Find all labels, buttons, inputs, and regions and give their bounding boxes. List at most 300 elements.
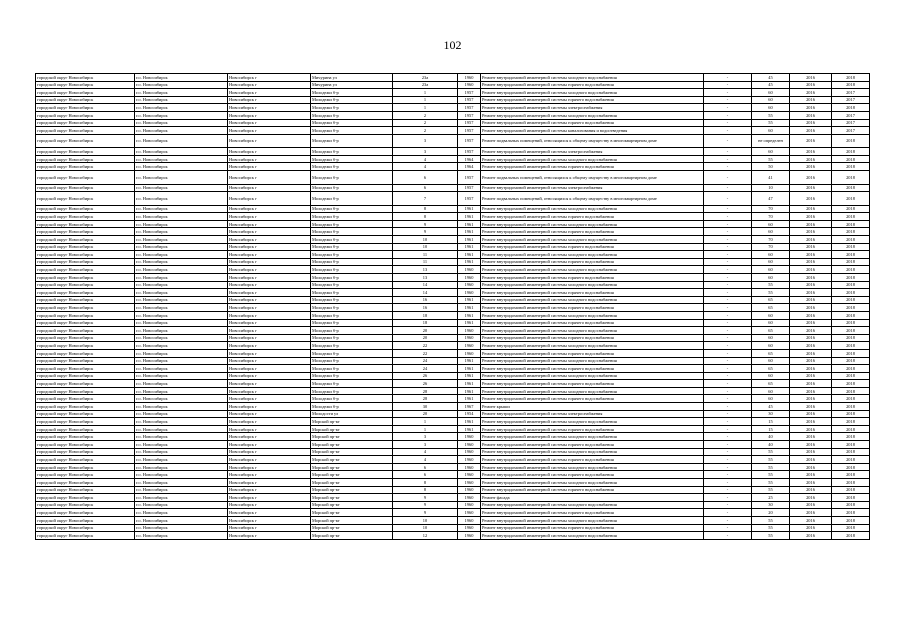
term-cell: 10 [752, 184, 790, 192]
plan-end-year-cell: 2017 [832, 111, 870, 119]
term-cell: 70 [752, 213, 790, 221]
municipality-cell: городской округ Новосибирск [36, 213, 135, 221]
district-cell: г.о. Новосибирск [135, 448, 228, 456]
build-year-cell: 1960 [458, 479, 481, 487]
street-cell: Молодежи б-р [311, 171, 393, 185]
table-row [36, 486, 870, 494]
table-row [36, 342, 870, 350]
repair-schedule-table [35, 73, 870, 540]
build-year-cell: 1960 [458, 471, 481, 479]
municipality-cell: городской округ Новосибирск [36, 387, 135, 395]
plan-start-year-cell: 2016 [790, 524, 832, 532]
plan-start-year-cell: 2016 [790, 243, 832, 251]
work-type-cell: Ремонт внутридомовой инженерной системы холодного водоснабжения [481, 74, 704, 82]
table-row [36, 479, 870, 487]
settlement-cell: Новосибирск г [228, 258, 311, 266]
build-year-cell: 1960 [458, 448, 481, 456]
work-type-cell: Ремонт внутридомовой инженерной системы горячего водоснабжения [481, 163, 704, 171]
work-type-cell: Ремонт внутридомовой инженерной системы холодного водоснабжения [481, 357, 704, 365]
street-cell: Молодежи б-р [311, 365, 393, 373]
build-year-cell: 1957 [458, 148, 481, 156]
table-row [36, 111, 870, 119]
work-type-cell: Ремонт внутридомовой инженерной системы холодного водоснабжения [481, 327, 704, 335]
plan-end-year-cell: 2018 [832, 380, 870, 388]
term-cell: 70 [752, 243, 790, 251]
term-cell: 70 [752, 236, 790, 244]
street-cell: Морской пр-кт [311, 425, 393, 433]
plan-start-year-cell: 2016 [790, 213, 832, 221]
build-year-cell: 1964 [458, 155, 481, 163]
settlement-cell: Новосибирск г [228, 184, 311, 192]
settlement-cell: Новосибирск г [228, 501, 311, 509]
work-type-cell: Ремонт внутридомовой инженерной системы холодного водоснабжения [481, 111, 704, 119]
plan-end-year-cell: 2018 [832, 509, 870, 517]
plan-start-year-cell: 2016 [790, 163, 832, 171]
municipality-cell: городской округ Новосибирск [36, 205, 135, 213]
house-number-cell: 6 [393, 471, 458, 479]
term-cell: 60 [752, 387, 790, 395]
street-cell: Морской пр-кт [311, 501, 393, 509]
table-row [36, 380, 870, 388]
plan-end-year-cell: 2018 [832, 155, 870, 163]
dash-cell: - [704, 357, 752, 365]
street-cell: Молодежи б-р [311, 357, 393, 365]
work-type-cell: Ремонт внутридомовой инженерной системы горячего водоснабжения [481, 365, 704, 373]
work-type-cell: Ремонт подвальных помещений, относящихся к общему имуществу в многоквартирном доме [481, 192, 704, 206]
work-type-cell: Ремонт внутридомовой инженерной системы холодного водоснабжения [481, 463, 704, 471]
table-row [36, 327, 870, 335]
settlement-cell: Новосибирск г [228, 171, 311, 185]
build-year-cell: 1957 [458, 184, 481, 192]
plan-end-year-cell: 2018 [832, 171, 870, 185]
table-row [36, 372, 870, 380]
district-cell: г.о. Новосибирск [135, 273, 228, 281]
work-type-cell: Ремонт внутридомовой инженерной системы электроснабжения [481, 410, 704, 418]
plan-end-year-cell: 2018 [832, 205, 870, 213]
house-number-cell: 24 [393, 365, 458, 373]
plan-start-year-cell: 2016 [790, 372, 832, 380]
table-row [36, 395, 870, 403]
municipality-cell: городской округ Новосибирск [36, 89, 135, 97]
house-number-cell: 23а [393, 74, 458, 82]
municipality-cell: городской округ Новосибирск [36, 425, 135, 433]
build-year-cell: 1960 [458, 516, 481, 524]
plan-end-year-cell: 2018 [832, 327, 870, 335]
work-type-cell: Ремонт внутридомовой инженерной системы горячего водоснабжения [481, 258, 704, 266]
street-cell: Морской пр-кт [311, 532, 393, 540]
district-cell: г.о. Новосибирск [135, 236, 228, 244]
street-cell: Молодости ул [311, 410, 393, 418]
term-cell: 15 [752, 425, 790, 433]
dash-cell: - [704, 349, 752, 357]
house-number-cell: 8 [393, 479, 458, 487]
table-row [36, 148, 870, 156]
district-cell: г.о. Новосибирск [135, 104, 228, 112]
plan-start-year-cell: 2016 [790, 134, 832, 148]
house-number-cell: 30 [393, 403, 458, 411]
street-cell: Молодежи б-р [311, 228, 393, 236]
term-cell: 15 [752, 418, 790, 426]
term-cell: 60 [752, 372, 790, 380]
dash-cell: - [704, 243, 752, 251]
work-type-cell: Ремонт внутридомовой инженерной системы горячего водоснабжения [481, 119, 704, 127]
district-cell: г.о. Новосибирск [135, 171, 228, 185]
plan-end-year-cell: 2018 [832, 486, 870, 494]
dash-cell: - [704, 403, 752, 411]
term-cell: 55 [752, 532, 790, 540]
plan-end-year-cell: 2018 [832, 334, 870, 342]
district-cell: г.о. Новосибирск [135, 441, 228, 449]
plan-end-year-cell: 2018 [832, 213, 870, 221]
table-row [36, 311, 870, 319]
work-type-cell: Ремонт фасада [481, 494, 704, 502]
district-cell: г.о. Новосибирск [135, 403, 228, 411]
term-cell: 55 [752, 119, 790, 127]
settlement-cell: Новосибирск г [228, 456, 311, 464]
street-cell: Молодежи б-р [311, 134, 393, 148]
plan-start-year-cell: 2016 [790, 532, 832, 540]
work-type-cell: Ремонт внутридомовой инженерной системы горячего водоснабжения [481, 243, 704, 251]
municipality-cell: городской округ Новосибирск [36, 296, 135, 304]
build-year-cell: 1957 [458, 127, 481, 135]
street-cell: Морской пр-кт [311, 441, 393, 449]
district-cell: г.о. Новосибирск [135, 89, 228, 97]
municipality-cell: городской округ Новосибирск [36, 163, 135, 171]
settlement-cell: Новосибирск г [228, 319, 311, 327]
dash-cell: - [704, 532, 752, 540]
street-cell: Молодежи б-р [311, 163, 393, 171]
plan-end-year-cell: 2018 [832, 448, 870, 456]
district-cell: г.о. Новосибирск [135, 205, 228, 213]
settlement-cell: Новосибирск г [228, 119, 311, 127]
dash-cell: - [704, 433, 752, 441]
settlement-cell: Новосибирск г [228, 387, 311, 395]
municipality-cell: городской округ Новосибирск [36, 155, 135, 163]
street-cell: Молодежи б-р [311, 243, 393, 251]
table-row [36, 509, 870, 517]
district-cell: г.о. Новосибирск [135, 463, 228, 471]
work-type-cell: Ремонт внутридомовой инженерной системы холодного водоснабжения [481, 205, 704, 213]
settlement-cell: Новосибирск г [228, 532, 311, 540]
district-cell: г.о. Новосибирск [135, 192, 228, 206]
table-row [36, 441, 870, 449]
plan-start-year-cell: 2016 [790, 486, 832, 494]
work-type-cell: Ремонт внутридомовой инженерной системы холодного водоснабжения [481, 501, 704, 509]
term-cell: 55 [752, 289, 790, 297]
municipality-cell: городской округ Новосибирск [36, 311, 135, 319]
table-row [36, 334, 870, 342]
municipality-cell: городской округ Новосибирск [36, 266, 135, 274]
house-number-cell: 26 [393, 380, 458, 388]
settlement-cell: Новосибирск г [228, 228, 311, 236]
dash-cell: - [704, 251, 752, 259]
term-cell: 65 [752, 349, 790, 357]
plan-end-year-cell: 2018 [832, 228, 870, 236]
work-type-cell: Ремонт внутридомовой инженерной системы холодного водоснабжения [481, 311, 704, 319]
work-type-cell: Ремонт внутридомовой инженерной системы горячего водоснабжения [481, 304, 704, 312]
work-type-cell: Ремонт внутридомовой инженерной системы холодного водоснабжения [481, 296, 704, 304]
work-type-cell: Ремонт внутридомовой инженерной системы холодного водоснабжения [481, 266, 704, 274]
street-cell: Молодежи б-р [311, 148, 393, 156]
table-row [36, 387, 870, 395]
work-type-cell: Ремонт внутридомовой инженерной системы холодного водоснабжения [481, 281, 704, 289]
plan-start-year-cell: 2016 [790, 403, 832, 411]
work-type-cell: Ремонт внутридомовой инженерной системы горячего водоснабжения [481, 395, 704, 403]
dash-cell: - [704, 289, 752, 297]
municipality-cell: городской округ Новосибирск [36, 471, 135, 479]
plan-start-year-cell: 2016 [790, 327, 832, 335]
plan-end-year-cell: 2018 [832, 319, 870, 327]
table-row [36, 532, 870, 540]
build-year-cell: 1961 [458, 311, 481, 319]
dash-cell: - [704, 296, 752, 304]
work-type-cell: Ремонт внутридомовой инженерной системы холодного водоснабжения [481, 479, 704, 487]
district-cell: г.о. Новосибирск [135, 289, 228, 297]
build-year-cell: 1961 [458, 365, 481, 373]
plan-end-year-cell: 2018 [832, 311, 870, 319]
build-year-cell: 1957 [458, 96, 481, 104]
settlement-cell: Новосибирск г [228, 448, 311, 456]
table-row [36, 258, 870, 266]
house-number-cell: 22 [393, 349, 458, 357]
settlement-cell: Новосибирск г [228, 134, 311, 148]
plan-start-year-cell: 2016 [790, 463, 832, 471]
dash-cell: - [704, 111, 752, 119]
plan-start-year-cell: 2016 [790, 205, 832, 213]
municipality-cell: городской округ Новосибирск [36, 184, 135, 192]
district-cell: г.о. Новосибирск [135, 155, 228, 163]
settlement-cell: Новосибирск г [228, 74, 311, 82]
house-number-cell: 14 [393, 281, 458, 289]
work-type-cell: Ремонт внутридомовой инженерной системы холодного водоснабжения [481, 236, 704, 244]
municipality-cell: городской округ Новосибирск [36, 111, 135, 119]
term-cell: 60 [752, 127, 790, 135]
work-type-cell: Ремонт крыши [481, 403, 704, 411]
street-cell: Молодежи б-р [311, 403, 393, 411]
term-cell: 60 [752, 266, 790, 274]
settlement-cell: Новосибирск г [228, 372, 311, 380]
house-number-cell: 13 [393, 266, 458, 274]
build-year-cell: 1960 [458, 273, 481, 281]
street-cell: Молодежи б-р [311, 213, 393, 221]
plan-start-year-cell: 2016 [790, 155, 832, 163]
street-cell: Морской пр-кт [311, 463, 393, 471]
term-cell: 45 [752, 74, 790, 82]
build-year-cell: 1961 [458, 243, 481, 251]
house-number-cell: 23а [393, 81, 458, 89]
street-cell: Молодежи б-р [311, 89, 393, 97]
house-number-cell: 20 [393, 334, 458, 342]
dash-cell: - [704, 441, 752, 449]
district-cell: г.о. Новосибирск [135, 127, 228, 135]
plan-start-year-cell: 2016 [790, 228, 832, 236]
municipality-cell: городской округ Новосибирск [36, 448, 135, 456]
settlement-cell: Новосибирск г [228, 471, 311, 479]
municipality-cell: городской округ Новосибирск [36, 134, 135, 148]
plan-end-year-cell: 2018 [832, 74, 870, 82]
district-cell: г.о. Новосибирск [135, 516, 228, 524]
plan-start-year-cell: 2016 [790, 456, 832, 464]
street-cell: Молодежи б-р [311, 192, 393, 206]
work-type-cell: Ремонт внутридомовой инженерной системы горячего водоснабжения [481, 273, 704, 281]
street-cell: Молодежи б-р [311, 281, 393, 289]
street-cell: Морской пр-кт [311, 516, 393, 524]
plan-start-year-cell: 2016 [790, 266, 832, 274]
term-cell: 55 [752, 524, 790, 532]
plan-start-year-cell: 2016 [790, 119, 832, 127]
municipality-cell: городской округ Новосибирск [36, 220, 135, 228]
table-row [36, 463, 870, 471]
house-number-cell: 6 [393, 463, 458, 471]
municipality-cell: городской округ Новосибирск [36, 524, 135, 532]
district-cell: г.о. Новосибирск [135, 494, 228, 502]
municipality-cell: городской округ Новосибирск [36, 433, 135, 441]
settlement-cell: Новосибирск г [228, 425, 311, 433]
dash-cell: - [704, 148, 752, 156]
table-row [36, 155, 870, 163]
build-year-cell: 1961 [458, 236, 481, 244]
term-cell: 50 [752, 163, 790, 171]
work-type-cell: Ремонт внутридомовой инженерной системы холодного водоснабжения [481, 89, 704, 97]
plan-start-year-cell: 2016 [790, 220, 832, 228]
plan-end-year-cell: 2018 [832, 266, 870, 274]
municipality-cell: городской округ Новосибирск [36, 486, 135, 494]
settlement-cell: Новосибирск г [228, 403, 311, 411]
plan-start-year-cell: 2016 [790, 471, 832, 479]
plan-start-year-cell: 2016 [790, 192, 832, 206]
settlement-cell: Новосибирск г [228, 220, 311, 228]
plan-end-year-cell: 2018 [832, 372, 870, 380]
settlement-cell: Новосибирск г [228, 524, 311, 532]
district-cell: г.о. Новосибирск [135, 96, 228, 104]
house-number-cell: 8 [393, 213, 458, 221]
house-number-cell: 24 [393, 357, 458, 365]
plan-start-year-cell: 2016 [790, 395, 832, 403]
street-cell: Молодежи б-р [311, 266, 393, 274]
municipality-cell: городской округ Новосибирск [36, 456, 135, 464]
dash-cell: - [704, 89, 752, 97]
street-cell: Молодежи б-р [311, 104, 393, 112]
build-year-cell: 1960 [458, 524, 481, 532]
settlement-cell: Новосибирск г [228, 349, 311, 357]
street-cell: Молодежи б-р [311, 380, 393, 388]
street-cell: Молодежи б-р [311, 111, 393, 119]
work-type-cell: Ремонт внутридомовой инженерной системы горячего водоснабжения [481, 509, 704, 517]
dash-cell: - [704, 192, 752, 206]
plan-start-year-cell: 2016 [790, 81, 832, 89]
municipality-cell: городской округ Новосибирск [36, 463, 135, 471]
district-cell: г.о. Новосибирск [135, 74, 228, 82]
plan-start-year-cell: 2016 [790, 127, 832, 135]
table-row [36, 251, 870, 259]
street-cell: Молодежи б-р [311, 342, 393, 350]
municipality-cell: городской округ Новосибирск [36, 171, 135, 185]
term-cell: 55 [752, 479, 790, 487]
build-year-cell: 1961 [458, 380, 481, 388]
table-row [36, 213, 870, 221]
work-type-cell: Ремонт внутридомовой инженерной системы горячего водоснабжения [481, 471, 704, 479]
house-number-cell: 4 [393, 456, 458, 464]
settlement-cell: Новосибирск г [228, 155, 311, 163]
settlement-cell: Новосибирск г [228, 289, 311, 297]
house-number-cell: 22 [393, 342, 458, 350]
build-year-cell: 1960 [458, 81, 481, 89]
street-cell: Молодежи б-р [311, 96, 393, 104]
plan-start-year-cell: 2016 [790, 479, 832, 487]
work-type-cell: Ремонт внутридомовой инженерной системы горячего водоснабжения [481, 441, 704, 449]
settlement-cell: Новосибирск г [228, 479, 311, 487]
table-row [36, 403, 870, 411]
plan-start-year-cell: 2016 [790, 509, 832, 517]
plan-start-year-cell: 2016 [790, 258, 832, 266]
build-year-cell: 1957 [458, 104, 481, 112]
settlement-cell: Новосибирск г [228, 463, 311, 471]
district-cell: г.о. Новосибирск [135, 524, 228, 532]
municipality-cell: городской округ Новосибирск [36, 532, 135, 540]
table-row [36, 119, 870, 127]
settlement-cell: Новосибирск г [228, 441, 311, 449]
dash-cell: - [704, 524, 752, 532]
build-year-cell: 1961 [458, 296, 481, 304]
build-year-cell: 1960 [458, 74, 481, 82]
street-cell: Морской пр-кт [311, 433, 393, 441]
house-number-cell: 10 [393, 524, 458, 532]
district-cell: г.о. Новосибирск [135, 410, 228, 418]
dash-cell: - [704, 163, 752, 171]
settlement-cell: Новосибирск г [228, 81, 311, 89]
work-type-cell: Ремонт подвальных помещений, относящихся к общему имуществу в многоквартирном доме [481, 134, 704, 148]
dash-cell: - [704, 516, 752, 524]
house-number-cell: 9 [393, 494, 458, 502]
plan-start-year-cell: 2016 [790, 516, 832, 524]
term-cell: 41 [752, 171, 790, 185]
house-number-cell: 1 [393, 89, 458, 97]
plan-start-year-cell: 2016 [790, 251, 832, 259]
dash-cell: - [704, 486, 752, 494]
table-row [36, 163, 870, 171]
municipality-cell: городской округ Новосибирск [36, 273, 135, 281]
term-cell: 60 [752, 357, 790, 365]
house-number-cell: 1 [393, 96, 458, 104]
street-cell: Морской пр-кт [311, 494, 393, 502]
street-cell: Молодежи б-р [311, 311, 393, 319]
plan-start-year-cell: 2016 [790, 111, 832, 119]
dash-cell: - [704, 311, 752, 319]
work-type-cell: Ремонт внутридомовой инженерной системы холодного водоснабжения [481, 433, 704, 441]
street-cell: Мичурина ул [311, 74, 393, 82]
municipality-cell: городской округ Новосибирск [36, 501, 135, 509]
house-number-cell: 4 [393, 448, 458, 456]
house-number-cell: 28 [393, 387, 458, 395]
dash-cell: - [704, 395, 752, 403]
house-number-cell: 10 [393, 243, 458, 251]
build-year-cell: 1960 [458, 509, 481, 517]
table-row [36, 418, 870, 426]
build-year-cell: 1957 [458, 134, 481, 148]
district-cell: г.о. Новосибирск [135, 479, 228, 487]
house-number-cell: 10 [393, 236, 458, 244]
settlement-cell: Новосибирск г [228, 266, 311, 274]
plan-end-year-cell: 2018 [832, 501, 870, 509]
plan-start-year-cell: 2016 [790, 410, 832, 418]
district-cell: г.о. Новосибирск [135, 501, 228, 509]
settlement-cell: Новосибирск г [228, 410, 311, 418]
table-body [36, 74, 870, 540]
table-row [36, 471, 870, 479]
street-cell: Молодежи б-р [311, 395, 393, 403]
dash-cell: - [704, 501, 752, 509]
work-type-cell: Ремонт внутридомовой инженерной системы горячего водоснабжения [481, 425, 704, 433]
